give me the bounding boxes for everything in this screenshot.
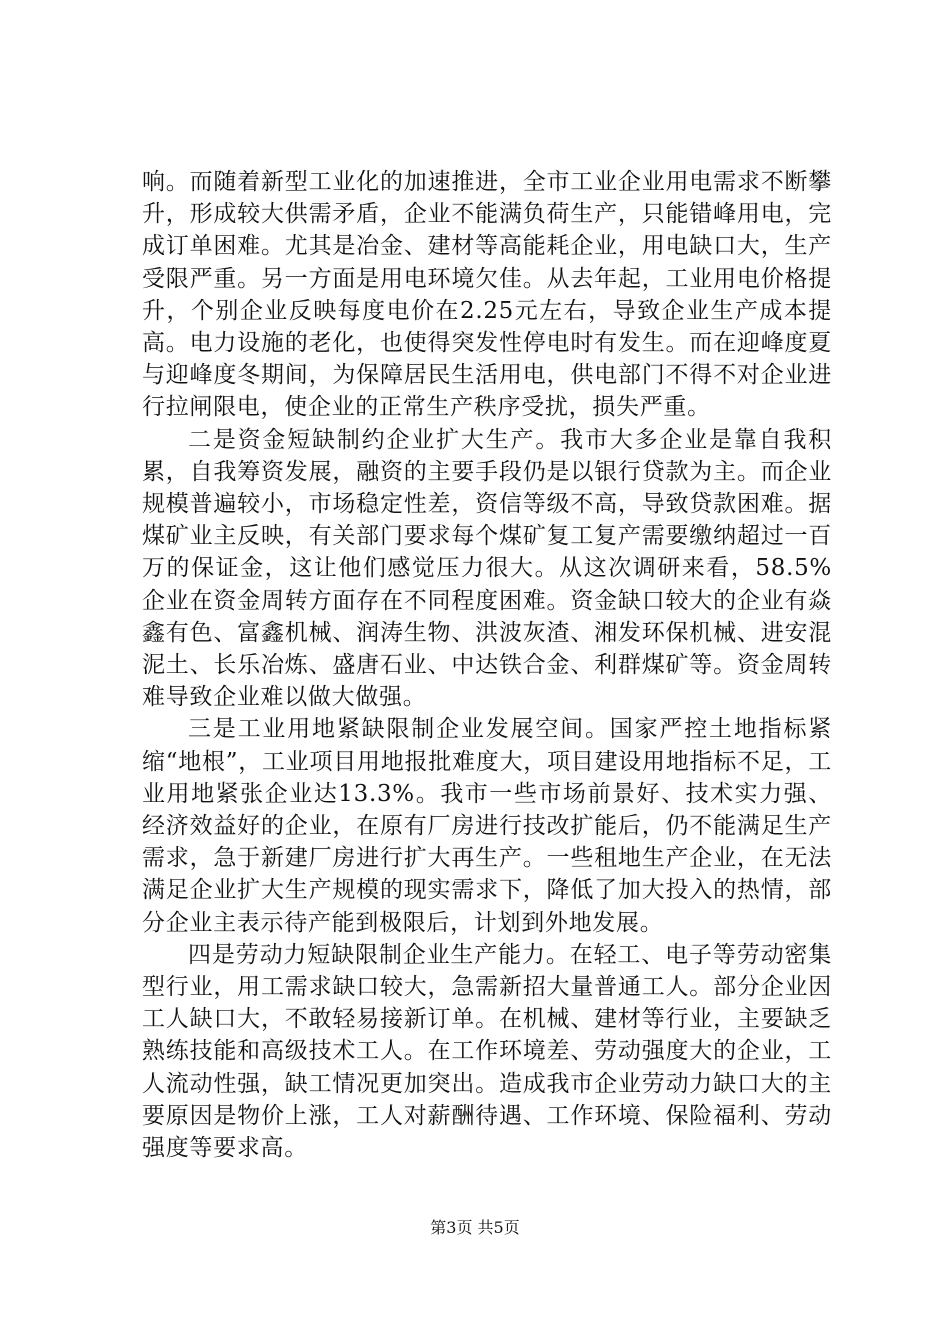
document-body [142, 166, 832, 1164]
paragraph-continuation: 响。而随着新型工业化的加速推进，全市工业企业用电需求不断攀升，形成较大供需矛盾，企业不能满负荷生产，只能错峰用电，完成订单困难。尤其是冶金、建材等高能耗企业，用电缺口大，生产受限严重。另一方面是用电环境欠佳。从去年起，工业用电价格提升，个别企业反映每度电价在2.25元左右，导致企业生产成本提高。电力设施的老化，也使得突发性停电时有发生。而在迎峰度夏与迎峰度冬期间，为保障居民生活用电，供电部门不得不对企业进行拉闸限电，使企业的正常生产秩序受扰，损失严重。 [142, 169, 832, 421]
paragraph-land-shortage: 三是工业用地紧缺限制企业发展空间。国家严控土地指标紧缩“地根”，工业项目用地报批难度大，项目建设用地指标不足，工业用地紧张企业达13.3%。我市一些市场前景好、技术实力强、经济效益好的企业，在原有厂房进行技改扩能后，仍不能满足生产需求，急于新建厂房进行扩大再生产。一些租地生产企业，在无法满足企业扩大生产规模的现实需求下，降低了加大投入的热情，部分企业主表示待产能到极限后，计划到外地发展。 [142, 716, 832, 936]
paragraph-labor-shortage: 四是劳动力短缺限制企业生产能力。在轻工、电子等劳动密集型行业，用工需求缺口较大，急需新招大量普通工人。部分企业因工人缺口大，不敢轻易接新订单。在机械、建材等行业，主要缺乏熟练技能和高级技术工人。在工作环境差、劳动强度大的企业，工人流动性强，缺工情况更加突出。造成我市企业劳动力缺口大的主要原因是物价上涨，工人对薪酬待遇、工作环境、保险福利、劳动强度等要求高。 [142, 941, 832, 1162]
page-number-footer: 第3页 共5页 [430, 1218, 520, 1237]
paragraph-funding-shortage: 二是资金短缺制约企业扩大生产。我市大多企业是靠自我积累，自我筹资发展，融资的主要手段仍是以银行贷款为主。而企业规模普遍较小，市场稳定性差，资信等级不高，导致贷款困难。据煤矿业主反映，有关部门要求每个煤矿复工复产需要缴纳超过一百万的保证金，这让他们感觉压力很大。从这次调研来看，58.5%企业在资金周转方面存在不同程度困难。资金缺口较大的企业有焱鑫有色、富鑫机械、润涛生物、洪波灰渣、湘发环保机械、进安混泥土、长乐冶炼、盛唐石业、中达铁合金、利群煤矿等。资金周转难导致企业难以做大做强。 [142, 426, 832, 711]
